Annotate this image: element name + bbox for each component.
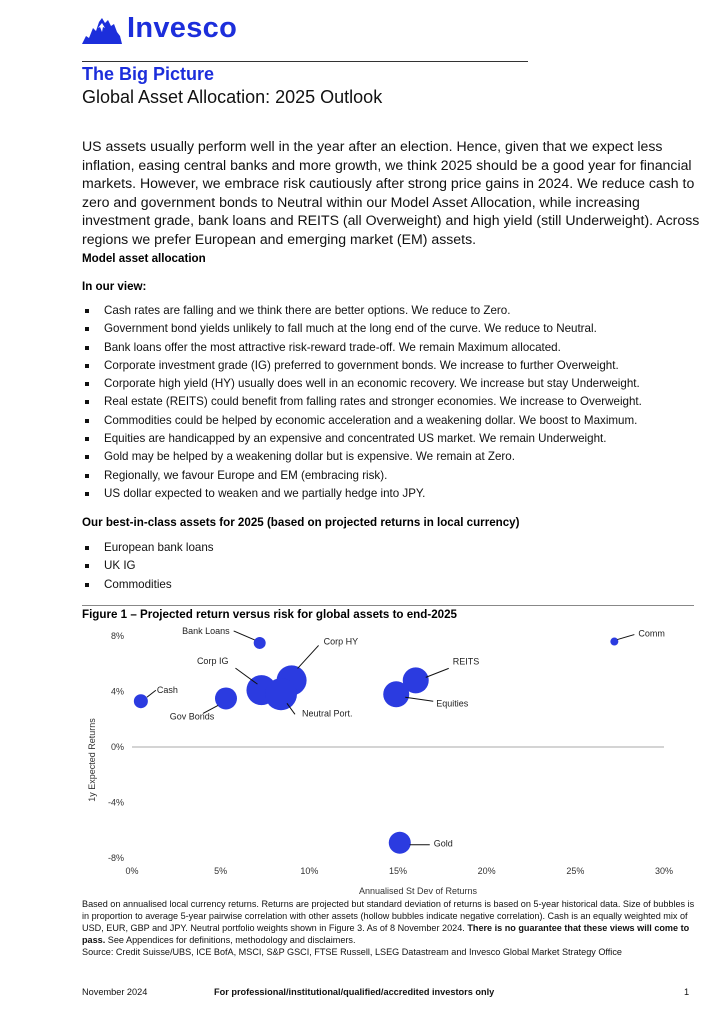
bubble-label: Corp IG	[196, 656, 229, 667]
list-item: Government bond yields unlikely to fall much at the long end of the curve. We reduce to Neutral.	[82, 320, 642, 338]
leader-line	[147, 690, 156, 697]
list-item: Corporate investment grade (IG) preferred to government bonds. We increase to further Overweight.	[82, 357, 642, 375]
intro-paragraph: US assets usually perform well in the year after an election. Hence, given that we expect less inflation, easing central banks and more growth, we think 2025 should be a good year for financial markets. However, we embrace risk cautiously after strong price gains in 2024. We reduce cash to zero and government bonds to Neutral within our Model Asset Allocation, while increasing investment grade, bank loans and REITS (all Overweight) and high yield (still Underweight). Across regions we prefer European and emerging market (EM) assets.	[82, 138, 700, 247]
leader-line	[405, 697, 433, 701]
figure-notes	[82, 899, 696, 959]
bubble	[254, 637, 266, 649]
notes-after: See Appendices for definitions, methodology and disclaimers.	[107, 934, 356, 945]
bubble	[389, 832, 411, 854]
list-item: UK IG	[82, 557, 214, 575]
y-tick-label: 4%	[110, 686, 124, 697]
y-axis-label: 1y Expected Returns	[87, 718, 97, 802]
bubble-label: REITS	[452, 656, 480, 667]
leader-line	[235, 668, 257, 684]
notes-source: Source: Credit Suisse/UBS, ICE BofA, MSCI, S&P GSCI, FTSE Russell, LSEG Datastream and Invesco Global Market Strategy Office	[82, 946, 622, 957]
figure-title: Figure 1 – Projected return versus risk for global assets to end-2025	[82, 608, 457, 621]
list-item: Commodities could be helped by economic acceleration and a weakening dollar. We boost to Maximum.	[82, 412, 642, 430]
best-list	[82, 539, 214, 594]
brand-name: Invesco	[127, 12, 238, 44]
x-tick-label: 20%	[477, 866, 496, 876]
footer-date: November 2024	[82, 987, 148, 997]
bubble	[265, 678, 297, 710]
footer-disclaimer: For professional/institutional/qualified/accredited investors only	[214, 987, 495, 997]
leader-line	[617, 635, 634, 640]
x-axis-label: Annualised St Dev of Returns	[358, 886, 478, 896]
bubble	[215, 687, 237, 709]
page-number: 1	[684, 987, 690, 997]
list-item: Corporate high yield (HY) usually does well in an economic recovery. We increase but stay Underweight.	[82, 375, 642, 393]
x-tick-label: 0%	[125, 866, 139, 876]
leader-line	[298, 645, 319, 668]
x-tick-label: 5%	[214, 866, 228, 876]
view-list	[82, 302, 642, 503]
bubble	[610, 638, 618, 646]
bubble-label: Equities	[436, 698, 469, 709]
x-tick-label: 10%	[300, 866, 319, 876]
bubble-label: Neutral Port.	[301, 708, 353, 719]
bubble-label: Cash	[156, 685, 178, 696]
notes-text: Based on annualised local currency returns. Returns are projected but standard deviation of returns is based on 5-year historical data. Size of bubbles is in proportion to average 5-year pairwise correlation with other assets (hollow bubbles indicate negative correlation). Cash is an equally weighted mix of USD, EUR, GBP and JPY. Neutral portfolio weights shown in Figure 3. As of 8 November 2024.	[82, 899, 695, 933]
header-rule	[82, 61, 528, 62]
mountain-logo-icon	[82, 14, 122, 44]
bubble-label: Corp HY	[323, 636, 359, 647]
page-subtitle: Global Asset Allocation: 2025 Outlook	[82, 87, 383, 107]
figure-rule	[82, 605, 694, 606]
x-tick-label: 15%	[388, 866, 408, 876]
list-item: Gold may be helped by a weakening dollar but is expensive. We remain at Zero.	[82, 448, 642, 466]
y-tick-label: 8%	[110, 631, 124, 641]
list-item: Commodities	[82, 576, 214, 594]
list-item: Cash rates are falling and we think there are better options. We reduce to Zero.	[82, 302, 642, 320]
bubble-chart	[82, 622, 682, 897]
bubble-label: Gov Bonds	[169, 711, 215, 722]
bubble	[383, 681, 409, 707]
x-tick-label: 25%	[566, 866, 585, 876]
bubble-label: Bank Loans	[182, 625, 230, 636]
view-heading: In our view:	[82, 280, 147, 293]
leader-line	[234, 631, 255, 640]
notes-disclaimer: There is no guarantee that these views will come to pass.	[82, 922, 690, 945]
list-item: European bank loans	[82, 539, 214, 557]
list-item: Equities are handicapped by an expensive and concentrated US market. We remain Underweight.	[82, 430, 642, 448]
y-tick-label: -8%	[107, 853, 124, 863]
bubble-label: Gold	[433, 838, 453, 849]
list-item: Real estate (REITS) could benefit from falling rates and stronger economies. We increase to Overweight.	[82, 393, 642, 411]
bubble-label: Comm	[638, 628, 665, 639]
y-tick-label: 0%	[110, 742, 124, 752]
list-item: Regionally, we favour Europe and EM (embracing risk).	[82, 467, 642, 485]
best-heading: Our best-in-class assets for 2025 (based on projected returns in local currency)	[82, 516, 520, 529]
x-tick-label: 30%	[654, 866, 674, 876]
page-title: The Big Picture	[82, 64, 215, 84]
model-heading: Model asset allocation	[82, 252, 206, 265]
list-item: Bank loans offer the most attractive risk-reward trade-off. We remain Maximum allocated.	[82, 339, 642, 357]
y-tick-label: -4%	[107, 797, 124, 808]
bubble	[134, 694, 148, 708]
invesco-logo	[82, 12, 237, 45]
list-item: US dollar expected to weaken and we partially hedge into JPY.	[82, 485, 642, 503]
leader-line	[426, 668, 449, 677]
